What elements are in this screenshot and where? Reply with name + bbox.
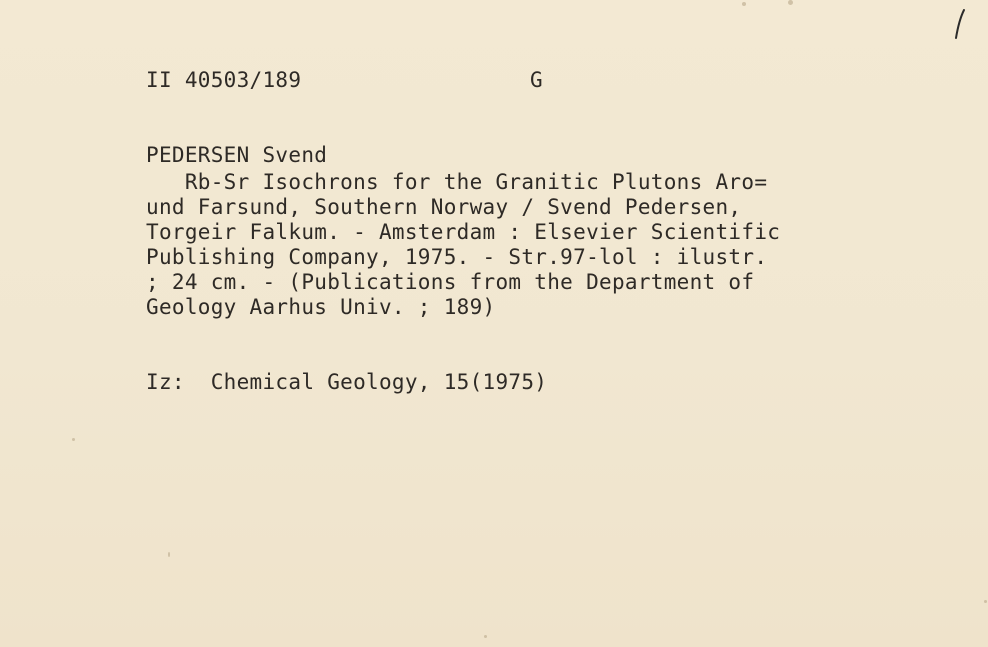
entry-line-2: und Farsund, Southern Norway / Svend Pedersen, — [146, 195, 742, 219]
source-note: Iz: Chemical Geology, 15(1975) — [146, 370, 548, 394]
paper-speck — [788, 0, 793, 5]
author-heading: PEDERSEN Svend — [146, 143, 328, 167]
check-mark-icon — [950, 4, 970, 44]
paper-speck — [72, 438, 75, 441]
paper-speck — [984, 600, 987, 603]
entry-line-6: Geology Aarhus Univ. ; 189) — [146, 295, 496, 319]
entry-line-5: ; 24 cm. - (Publications from the Department of — [146, 270, 755, 294]
paper-speck — [742, 2, 746, 6]
paper-speck — [168, 552, 170, 557]
entry-line-4: Publishing Company, 1975. - Str.97-lol : ilustr. — [146, 245, 768, 269]
call-number: II 40503/189 — [146, 68, 302, 92]
paper-speck — [484, 635, 487, 638]
location-code: G — [530, 68, 543, 92]
entry-line-3: Torgeir Falkum. - Amsterdam : Elsevier Scientific — [146, 220, 781, 244]
entry-line-1: Rb-Sr Isochrons for the Granitic Plutons Aro= — [146, 170, 768, 194]
